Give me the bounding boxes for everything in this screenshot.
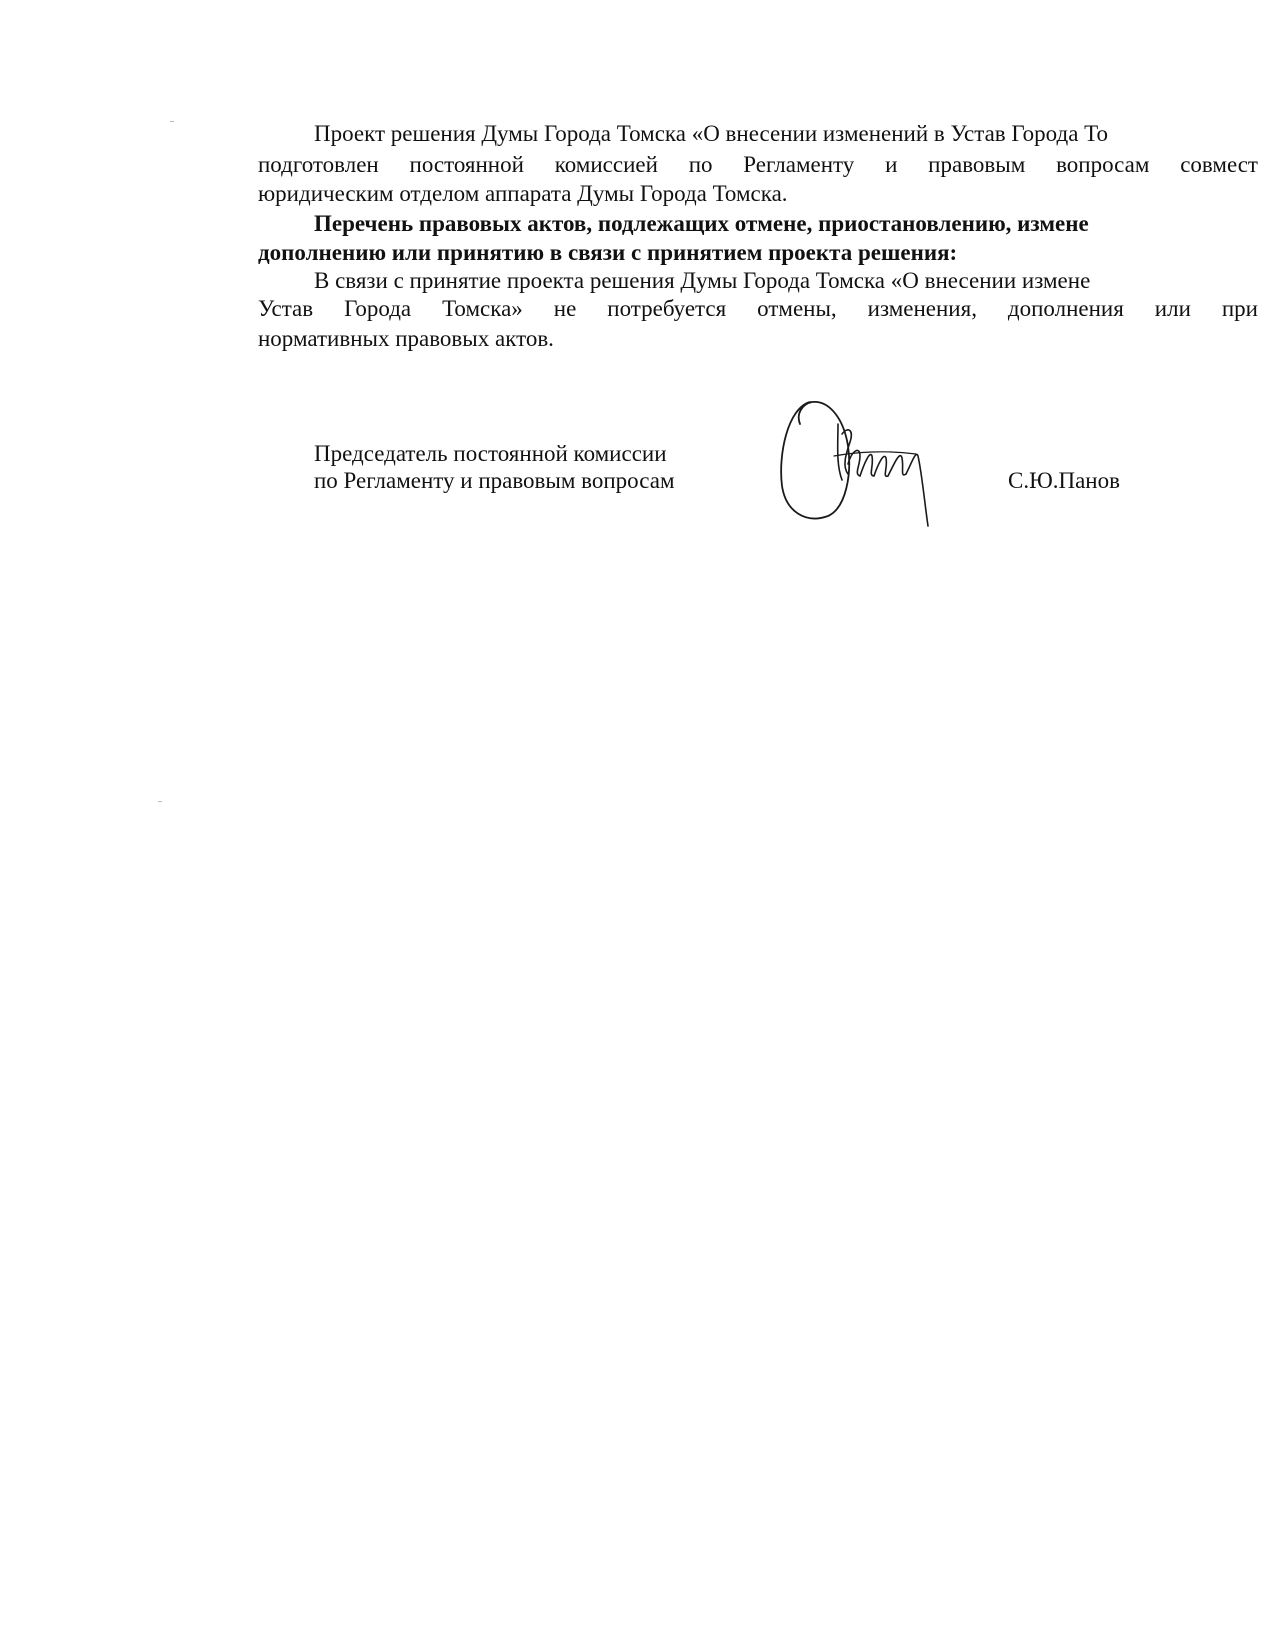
position-line-1: Председатель постоянной комиссии	[314, 441, 667, 466]
paragraph-1-line-3: юридическим отделом аппарата Думы Города Томска.	[258, 181, 788, 206]
signature-position	[314, 440, 675, 494]
list-heading-line-2: дополнению или принятию в связи с принятием проекта решения:	[258, 240, 958, 265]
scan-artifact	[170, 121, 174, 122]
scan-artifact	[158, 801, 162, 802]
paragraph-2-line-3: нормативных правовых актов.	[258, 326, 554, 351]
handwritten-signature	[776, 394, 946, 534]
signer-name: С.Ю.Панов	[1008, 468, 1120, 493]
paragraph-2-line-1: В связи с принятие проекта решения Думы Города Томска «О внесении измене	[314, 268, 1091, 293]
paragraph-1-line-1: Проект решения Думы Города Томска «О внесении изменений в Устав Города То	[314, 121, 1108, 146]
position-line-2: по Регламенту и правовым вопросам	[314, 468, 675, 493]
list-heading-line-1: Перечень правовых актов, подлежащих отмене, приостановлению, измене	[314, 211, 1089, 236]
paragraph-1-line-2: подготовлен постоянной комиссией по Регламенту и правовым вопросам совмест	[258, 152, 1258, 177]
paragraph-2-line-2: Устав Города Томска» не потребуется отмены, изменения, дополнения или при	[258, 296, 1258, 321]
